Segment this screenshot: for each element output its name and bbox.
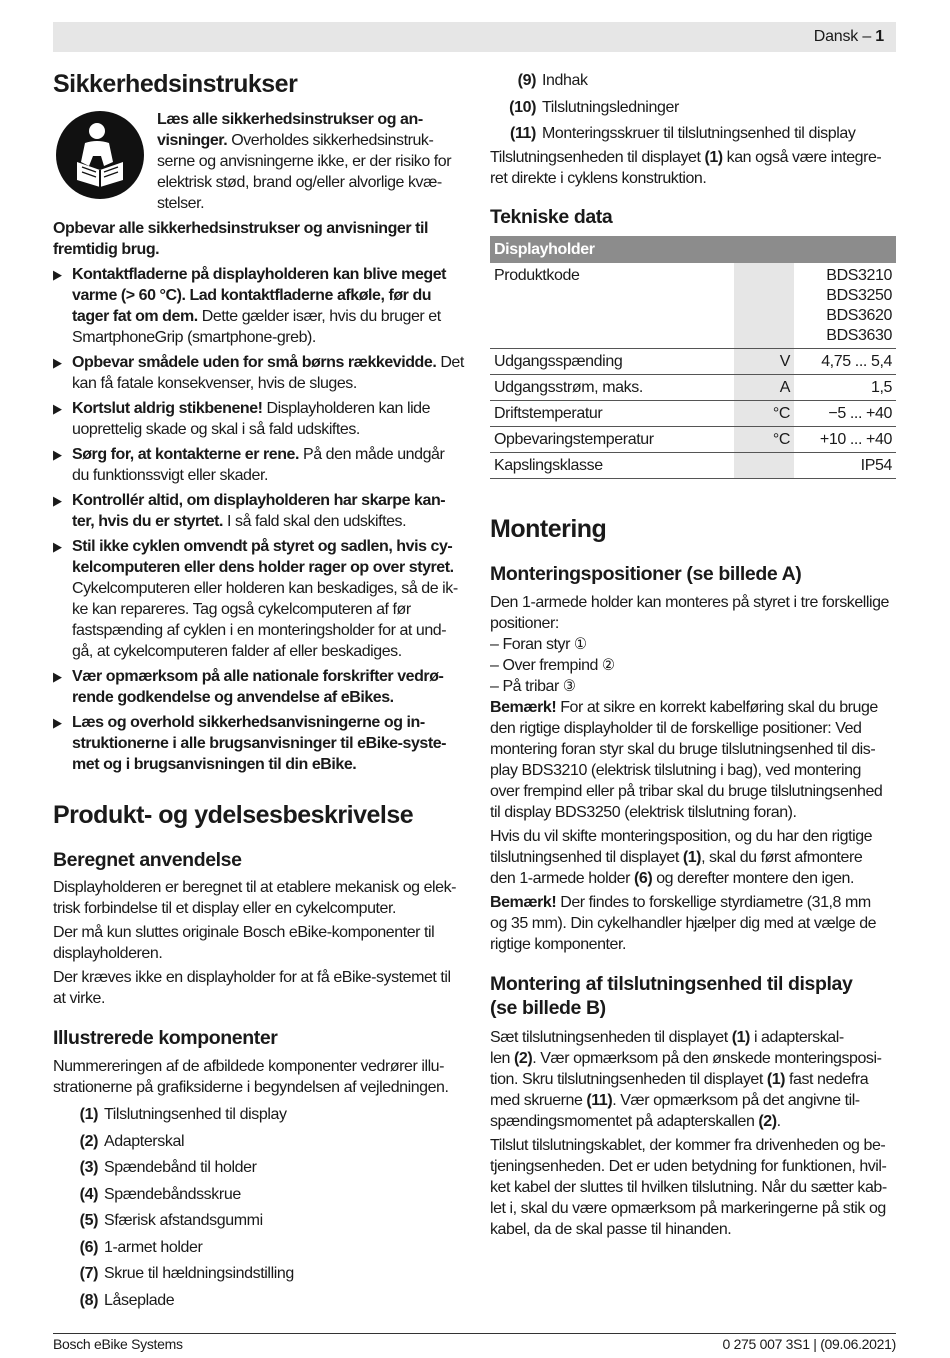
spec-label: Driftstemperatur (490, 401, 734, 427)
note2-line-text: og 35 mm). Din cykelhandler hjælper dig med at vælge de (490, 915, 877, 932)
change-line (490, 826, 872, 847)
bullet-line-bold: Stil ikke cyklen omvendt på styret og sadlen, hvis cy- (72, 538, 453, 555)
connect1-line-text2: . Vær opmærksom på det angivne til- (612, 1092, 860, 1109)
spec-value-line: 4,75 ... 5,4 (821, 353, 892, 370)
bullet-line-text: du funktionssvigt eller skader. (72, 467, 268, 484)
bullet-line-bold: Sørg for, at kontakterne er rene. (72, 446, 300, 463)
note1-line (490, 781, 882, 802)
position-item: – Over frempind ② (490, 657, 615, 674)
connect1-line-ref: (2) (514, 1050, 533, 1067)
positions-intro-line: positioner: (490, 615, 559, 632)
note1-line (490, 697, 878, 718)
component-label: Låseplade (104, 1291, 175, 1309)
bullet-line-bold: Kortslut aldrig stikbenene! (72, 400, 263, 417)
intro-line-text: elektrisk stød, brand og/eller alvorlige kvæ- (157, 174, 442, 191)
bullet-line-text: Dette gælder især, hvis du bruger et (197, 308, 441, 325)
note1-line-text: til display BDS3250 (elektrisk tilslutning foran). (490, 804, 797, 821)
connect1-line (490, 1090, 860, 1111)
connect1-line-ref: (1) (731, 1029, 750, 1046)
bullet-line (72, 754, 356, 775)
component-number: (6) (79, 1238, 98, 1256)
heading-illustrated-components: Illustrerede komponenter (53, 1027, 278, 1049)
connect2-line: tjeningsenheden. Det er uden betydning for funktionen, hvil- (490, 1158, 887, 1175)
page-header-bar (53, 22, 896, 52)
note2-line (490, 913, 876, 934)
intended-line: displayholderen. (53, 945, 163, 962)
bullet-line (72, 712, 425, 733)
connect2-line: let i, skal du være opmærksom på markeringerne på stik og (490, 1200, 886, 1217)
footer-document-number: 0 275 007 3S1 | (09.06.2021) (722, 1336, 896, 1352)
spec-unit: °C (734, 427, 794, 453)
change-line-text2: og derefter montere den igen. (652, 870, 854, 887)
bullet-line (72, 641, 402, 662)
change-line-text: Hvis du vil skifte monteringsposition, og du har den rigtige (490, 828, 873, 845)
components-intro-line: Nummereringen af de afbildede komponenter vedrører illu- (53, 1058, 445, 1075)
components-intro-line: strationerne på grafiksiderne i begyndelsen af vejledningen. (53, 1079, 449, 1096)
bullet-line-text: fastspænding af cyklen i en monteringsholder for at und- (72, 622, 447, 639)
bullet-line (72, 419, 360, 440)
component-label: Tilslutningsenhed til display (104, 1106, 287, 1123)
connect1-line-ref: (11) (586, 1092, 613, 1109)
bullet-arrow-icon: ▶ (53, 539, 62, 554)
bullet-line (72, 285, 431, 306)
intended-line: at virke. (53, 990, 105, 1007)
spec-label: Opbevaringstemperatur (490, 427, 734, 453)
note1-line-text: over frempind eller på tribar skal du bruge tilslutningsenhed (490, 783, 883, 800)
spec-value (794, 427, 896, 453)
spec-value-line: IP54 (860, 457, 892, 474)
spec-value-line: BDS3630 (826, 327, 892, 344)
bullet-line-text: I så fald skal den udskiftes. (223, 513, 407, 530)
connect2-line: kabel, da de skal passe til hinanden. (490, 1221, 732, 1238)
component-number: (1) (79, 1106, 98, 1123)
connect1-line-text: tion. Skru tilslutningsenheden til displayet (490, 1071, 767, 1088)
connect1-line-text: Sæt tilslutningsenheden til displayet (490, 1029, 732, 1046)
connect1-line-text2: . Vær opmærksom på den ønskede monteringsposi- (532, 1050, 882, 1067)
spec-value (794, 401, 896, 427)
spec-value (794, 453, 896, 479)
bullet-line (72, 373, 357, 394)
component-label: Spændebåndsskrue (104, 1185, 241, 1203)
change-line-ref: (6) (634, 870, 653, 887)
bullet-line (72, 327, 316, 348)
heading-technical-data: Tekniske data (490, 206, 613, 228)
spec-label: Udgangsstrøm, maks. (490, 375, 734, 401)
intro-line-bold: Læs alle sikkerhedsinstrukser og an- (157, 111, 423, 128)
bullet-line (72, 306, 441, 327)
bullet-line-bold: met og i brugsanvisningen til din eBike. (72, 756, 357, 773)
bullet-line-text: Cykelcomputeren eller holderen kan beskadiges, så de ik- (72, 580, 458, 597)
spec-value-line: +10 ... +40 (819, 431, 892, 448)
bullet-arrow-icon: ▶ (53, 669, 62, 684)
connect1-line (490, 1111, 781, 1132)
bullet-line (72, 620, 446, 641)
component-number: (9) (517, 72, 536, 89)
component-label: Indhak (542, 72, 588, 89)
bullet-line (72, 352, 464, 373)
bullet-line-bold: Opbevar smådele uden for små børns rækkevidde. (72, 354, 437, 371)
note1-line-text: montering foran styr skal du bruge tilslutningsenhed til dis- (490, 741, 876, 758)
spec-value-line: BDS3620 (826, 307, 892, 324)
spec-label: Kapslingsklasse (490, 453, 734, 479)
spec-unit: A (734, 375, 794, 401)
heading-mounting-positions: Monteringspositioner (se billede A) (490, 563, 802, 585)
heading-intended-use: Beregnet anvendelse (53, 849, 242, 871)
bullet-arrow-icon: ▶ (53, 447, 62, 462)
change-line-text2: , skal du først afmontere (701, 849, 863, 866)
bullet-line-bold: Kontrollér altid, om displayholderen har skarpe kan- (72, 492, 446, 509)
bullet-line (72, 444, 444, 465)
change-line-text: den 1-armede holder (490, 870, 634, 887)
spec-row (490, 263, 896, 349)
intro-line (157, 109, 423, 130)
bullet-arrow-icon: ▶ (53, 267, 62, 282)
intro-line (157, 193, 204, 214)
component-item (508, 70, 588, 91)
heading-product-description: Produkt- og ydelsesbeskrivelse (53, 801, 414, 829)
integrated-line-text2: kan også være integre- (722, 149, 882, 166)
spec-row (490, 401, 896, 427)
bullet-line-text: SmartphoneGrip (smartphone-greb). (72, 329, 316, 346)
intro-line-text: serne og anvisningerne ikke, er der risiko for (157, 153, 452, 170)
note1-line-text: den rigtige displayholder til de forskellige positioner: Ved (490, 720, 862, 737)
heading-mounting: Montering (490, 515, 607, 543)
component-item (70, 1131, 184, 1152)
spec-unit (734, 453, 794, 479)
bullet-line-bold: kelcomputeren eller dens holder rager op over styret. (72, 559, 454, 576)
change-line (490, 847, 862, 868)
component-number: (5) (79, 1212, 98, 1229)
component-label: Tilslutningsledninger (542, 98, 679, 116)
page-header (814, 28, 884, 46)
component-number: (2) (79, 1132, 98, 1150)
spec-label: Udgangsspænding (490, 349, 734, 375)
intended-line: Der må kun sluttes originale Bosch eBike-komponenter til (53, 924, 435, 941)
bullet-line-text: Det (436, 354, 464, 371)
component-item (70, 1290, 174, 1311)
bullet-line-text: uoprettelig skade og skal i så fald udskiftes. (72, 421, 360, 438)
bullet-line-text: kan få fatale konsekvenser, hvis de sluges. (72, 375, 357, 392)
intended-line: Der kræves ikke en displayholder for at få eBike-systemet til (53, 969, 451, 986)
footer-divider (53, 1333, 896, 1334)
note2-line (490, 934, 626, 955)
bullet-arrow-icon: ▶ (53, 493, 62, 508)
spec-value-line: −5 ... +40 (828, 405, 892, 422)
component-item (508, 97, 679, 118)
integrated-line (490, 147, 881, 168)
header-page-number: 1 (875, 28, 884, 45)
connect1-line-text: spændingsmomentet på adapterskallen (490, 1113, 759, 1130)
note1-line-bold: Bemærk! (490, 699, 557, 716)
intro-line-bold: visninger. (157, 132, 228, 149)
heading-safety: Sikkerhedsinstrukser (53, 70, 298, 98)
bullet-arrow-icon: ▶ (53, 715, 62, 730)
connect1-line-ref: (2) (758, 1113, 777, 1130)
header-language: Dansk (813, 28, 859, 45)
position-item: – Foran styr ① (490, 636, 587, 653)
spec-unit: V (734, 349, 794, 375)
spec-value-line: BDS3250 (826, 287, 892, 304)
component-item (70, 1263, 294, 1284)
component-number: (8) (79, 1291, 98, 1309)
component-number: (3) (79, 1159, 98, 1176)
intro-line (157, 130, 433, 151)
component-label: Adapterskal (104, 1132, 185, 1150)
spec-unit: °C (734, 401, 794, 427)
technical-data-table (490, 236, 896, 479)
component-item (70, 1104, 287, 1125)
connect1-line (490, 1069, 868, 1090)
bullet-line (72, 733, 446, 754)
connect2-line: ket kabel der sluttes til hvilken tilslutning. Når du sætter kab- (490, 1179, 887, 1196)
bullet-line (72, 536, 452, 557)
heading-connect-unit-line1: Montering af tilslutningsenhed til display (490, 973, 853, 995)
spec-label: Produktkode (490, 263, 734, 349)
connect1-line (490, 1048, 881, 1069)
table-header: Displayholder (490, 236, 896, 263)
bullet-line (72, 264, 446, 285)
note1-line (490, 802, 797, 823)
bullet-line (72, 666, 443, 687)
component-label: Spændebånd til holder (104, 1159, 257, 1176)
bullet-line-bold: varme (> 60 °C). Lad kontaktfladerne afkøle, før du (72, 287, 432, 304)
positions-intro-line: Den 1-armede holder kan monteres på styret i tre forskellige (490, 594, 889, 611)
spec-value (794, 375, 896, 401)
bullet-line (72, 490, 445, 511)
intended-line: Displayholderen er beregnet til at etablere mekanisk og elek- (53, 879, 457, 896)
bullet-line-bold: ter, hvis du er styrtet. (72, 513, 224, 530)
integrated-line-ref: (1) (704, 149, 723, 166)
intro-line-text: Overholdes sikkerhedsinstruk- (227, 132, 434, 149)
spec-value (794, 263, 896, 349)
bullet-line-text: ke kan repareres. Tag også cykelcomputeren af før (72, 601, 411, 618)
change-line-ref: (1) (682, 849, 702, 866)
bullet-line-bold: Kontaktfladerne på displayholderen kan blive meget (72, 266, 447, 283)
note1-line-text: For at sikre en korrekt kabelføring skal du bruge (556, 699, 878, 716)
intro-line-text: stelser. (157, 195, 205, 212)
keep-line: Opbevar alle sikkerhedsinstrukser og anvisninger til (53, 220, 428, 237)
keep-line: fremtidig brug. (53, 241, 160, 258)
component-label: Monteringsskruer til tilslutningsenhed til display (542, 125, 856, 142)
spec-row (490, 349, 896, 375)
integrated-line-text: ret direkte i cyklens konstruktion. (490, 170, 707, 187)
spec-value-line: BDS3210 (826, 267, 892, 284)
bullet-line (72, 578, 458, 599)
component-label: Sfærisk afstandsgummi (104, 1212, 263, 1229)
component-number: (4) (79, 1185, 98, 1203)
connect1-line-text2: fast nedefra (785, 1071, 869, 1088)
connect1-line-text: len (490, 1050, 514, 1067)
note1-line (490, 739, 875, 760)
header-separator: – (858, 28, 876, 45)
bullet-line-text: Displayholderen kan lide (262, 400, 431, 417)
integrated-line-text: Tilslutningsenheden til displayet (490, 149, 705, 166)
read-manual-icon (55, 110, 145, 200)
change-line-text: tilslutningsenhed til displayet (490, 849, 683, 866)
position-item: – På tribar ③ (490, 678, 576, 695)
connect1-line-text: med skruerne (490, 1092, 587, 1109)
bullet-line-bold: struktionerne i alle brugsanvisninger til eBike-syste- (72, 735, 447, 752)
component-number: (10) (509, 98, 536, 116)
bullet-line (72, 511, 406, 532)
spec-value (794, 349, 896, 375)
integrated-line (490, 168, 706, 189)
spec-unit (734, 263, 794, 349)
bullet-line (72, 398, 430, 419)
bullet-line-bold: rende godkendelse og anvendelse af eBikes. (72, 689, 394, 706)
footer-company: Bosch eBike Systems (53, 1336, 183, 1352)
spec-row (490, 427, 896, 453)
note1-line-text: play BDS3210 (elektrisk tilslutning i bag), ved montering (490, 762, 861, 779)
intro-line (157, 151, 451, 172)
bullet-line-text: På den måde undgår (299, 446, 445, 463)
bullet-line-bold: Vær opmærksom på alle nationale forskrifter vedrø- (72, 668, 444, 685)
note2-line-bold: Bemærk! (490, 894, 557, 911)
connect1-line-text2: . (776, 1113, 781, 1130)
spec-value-line: 1,5 (870, 379, 892, 396)
connect2-line: Tilslut tilslutningskablet, der kommer fra drivenheden og be- (490, 1137, 886, 1154)
spec-row (490, 375, 896, 401)
bullet-arrow-icon: ▶ (53, 401, 62, 416)
connect1-line-ref: (1) (766, 1071, 786, 1088)
component-label: Skrue til hældningsindstilling (104, 1265, 294, 1282)
bullet-arrow-icon: ▶ (53, 355, 62, 370)
change-line (490, 868, 854, 889)
component-item (508, 123, 856, 144)
note1-line (490, 718, 861, 739)
component-number: (11) (510, 125, 536, 142)
component-number: (7) (79, 1265, 98, 1282)
bullet-line (72, 599, 411, 620)
note2-line-text: rigtige komponenter. (490, 936, 626, 953)
bullet-line-bold: Læs og overhold sikkerhedsanvisningerne og in- (72, 714, 425, 731)
component-item (70, 1210, 263, 1231)
intended-line: trisk forbindelse til et display eller en cykelcomputer. (53, 900, 396, 917)
intro-line (157, 172, 442, 193)
note2-line-text: Der findes to forskellige styrdiametre (31,8 mm (556, 894, 871, 911)
bullet-line (72, 557, 454, 578)
note2-line (490, 892, 871, 913)
note1-line (490, 760, 861, 781)
spec-row (490, 453, 896, 479)
component-label: 1-armet holder (104, 1238, 203, 1256)
bullet-line (72, 687, 394, 708)
bullet-line (72, 465, 268, 486)
connect1-line-text2: i adapterskal- (749, 1029, 844, 1046)
heading-connect-unit-line2: (se billede B) (490, 997, 606, 1019)
connect1-line (490, 1027, 844, 1048)
bullet-line-bold: tager fat om dem. (72, 308, 198, 325)
component-item (70, 1237, 202, 1258)
component-item (70, 1157, 257, 1178)
component-item (70, 1184, 241, 1205)
bullet-line-text: gå, at cykelcomputeren falder af eller beskadiges. (72, 643, 402, 660)
